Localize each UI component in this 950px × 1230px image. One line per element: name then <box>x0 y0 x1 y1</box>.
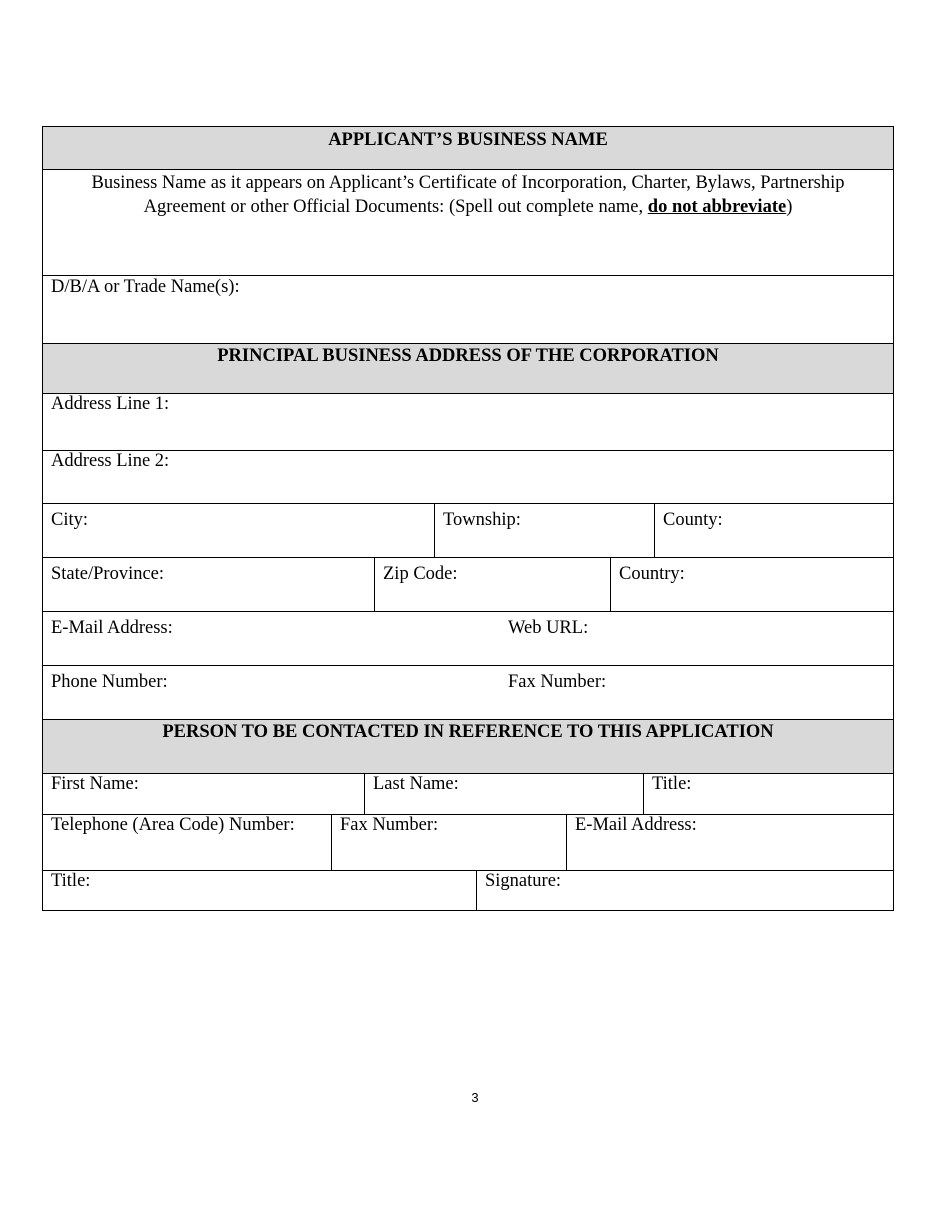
country-field[interactable] <box>610 558 893 611</box>
email-field[interactable] <box>43 612 500 665</box>
instructions-suffix: ) <box>786 197 793 217</box>
signature-row <box>43 870 893 910</box>
township-field[interactable] <box>434 504 654 557</box>
dba-field[interactable] <box>43 275 893 343</box>
phone-fax-row <box>43 665 893 719</box>
signature-label: Signature: <box>485 871 562 891</box>
contact-phone-row <box>43 814 893 870</box>
business-name-instructions-line2 <box>43 195 893 219</box>
name-row <box>43 773 893 814</box>
telephone-label: Telephone (Area Code) Number: <box>51 815 295 835</box>
country-label: Country: <box>619 564 685 584</box>
county-label: County: <box>663 510 723 530</box>
business-name-field[interactable] <box>43 169 893 275</box>
city-field[interactable] <box>43 504 434 557</box>
state-field[interactable] <box>43 558 374 611</box>
address-line-1-field[interactable] <box>43 393 893 450</box>
zip-field[interactable] <box>374 558 610 611</box>
zip-label: Zip Code: <box>383 564 458 584</box>
business-name-instructions-line1: Business Name as it appears on Applicant’s Certificate of Incorporation, Charter, Bylaws, Partnership <box>91 173 845 193</box>
web-url-label: Web URL: <box>508 618 589 638</box>
state-row <box>43 557 893 611</box>
fax-field[interactable] <box>500 666 893 719</box>
email-label: E-Mail Address: <box>51 618 173 638</box>
business-name-header <box>43 127 893 169</box>
state-label: State/Province: <box>51 564 165 584</box>
contact-title-field[interactable] <box>643 774 893 814</box>
last-name-label: Last Name: <box>373 774 459 794</box>
dba-label: D/B/A or Trade Name(s): <box>51 277 240 297</box>
address-line-2-label: Address Line 2: <box>51 451 170 471</box>
page-number: 3 <box>471 1090 479 1105</box>
phone-label: Phone Number: <box>51 672 168 692</box>
signer-title-label: Title: <box>51 871 91 891</box>
web-url-field[interactable] <box>500 612 893 665</box>
contact-fax-label: Fax Number: <box>340 815 439 835</box>
contact-person-header-text: PERSON TO BE CONTACTED IN REFERENCE TO THIS APPLICATION <box>162 722 774 742</box>
business-name-header-text: APPLICANT’S BUSINESS NAME <box>328 130 608 150</box>
signer-title-field[interactable] <box>43 871 476 910</box>
address-line-1-label: Address Line 1: <box>51 394 170 414</box>
first-name-field[interactable] <box>43 774 364 814</box>
contact-fax-field[interactable] <box>331 815 566 870</box>
county-field[interactable] <box>654 504 893 557</box>
first-name-label: First Name: <box>51 774 139 794</box>
fax-label: Fax Number: <box>508 672 607 692</box>
email-web-row <box>43 611 893 665</box>
township-label: Township: <box>443 510 521 530</box>
city-label: City: <box>51 510 89 530</box>
telephone-field[interactable] <box>43 815 331 870</box>
contact-person-header <box>43 719 893 773</box>
contact-email-label: E-Mail Address: <box>575 815 697 835</box>
contact-email-field[interactable] <box>566 815 893 870</box>
phone-field[interactable] <box>43 666 500 719</box>
application-form <box>42 126 894 911</box>
instructions-prefix: Agreement or other Official Documents: (Spell out complete name, <box>143 197 648 217</box>
do-not-abbreviate-emphasis: do not abbreviate <box>647 197 787 217</box>
principal-address-header <box>43 343 893 393</box>
city-row <box>43 503 893 557</box>
principal-address-header-text: PRINCIPAL BUSINESS ADDRESS OF THE CORPORATION <box>217 346 719 366</box>
last-name-field[interactable] <box>364 774 643 814</box>
signature-field[interactable] <box>476 871 893 910</box>
address-line-2-field[interactable] <box>43 450 893 503</box>
contact-title-label: Title: <box>652 774 692 794</box>
